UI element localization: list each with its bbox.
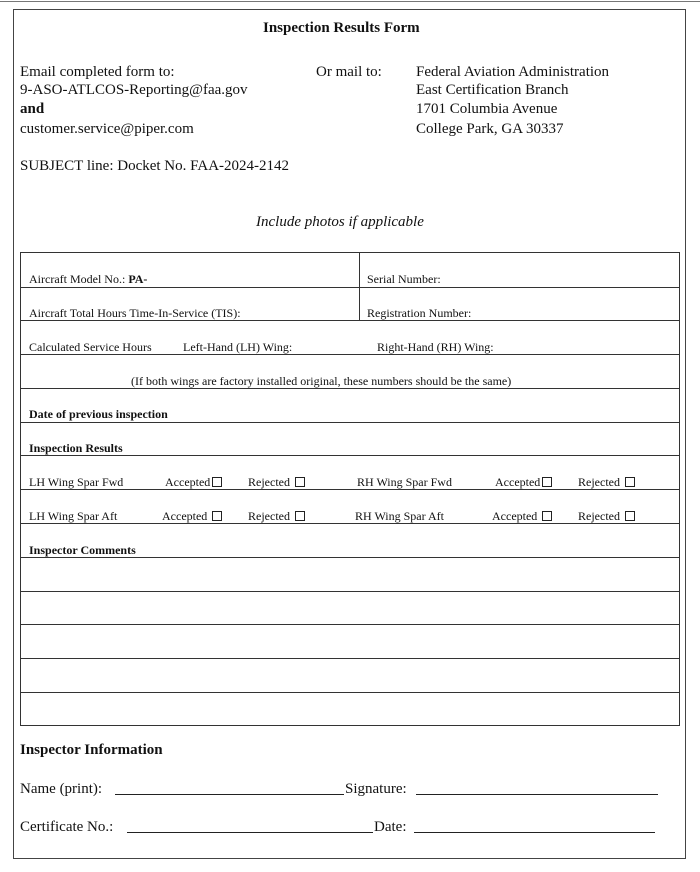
aircraft-model-field[interactable] [29, 272, 147, 287]
lh-aft-rejected-option[interactable] [248, 509, 305, 524]
mail-address-line: East Certification Branch [416, 82, 569, 98]
certificate-label: Certificate No.: [20, 819, 114, 835]
rh-fwd-rejected-option[interactable] [578, 475, 635, 490]
rejected-label: Rejected [578, 475, 620, 489]
total-hours-field[interactable]: Aircraft Total Hours Time-In-Service (TIS): [29, 306, 241, 320]
aircraft-model-value: PA- [128, 272, 148, 286]
serial-number-field[interactable]: Serial Number: [367, 272, 441, 286]
inspector-comments-area[interactable] [21, 558, 679, 725]
rh-fwd-accepted-option[interactable] [495, 475, 552, 490]
accepted-label: Accepted [162, 509, 208, 523]
email-faa-link[interactable]: 9-ASO-ATLCOS-Reporting@faa.gov [20, 82, 248, 98]
rh-wing-hours-field[interactable]: Right-Hand (RH) Wing: [377, 340, 494, 354]
and-label: and [20, 101, 45, 117]
name-label: Name (print): [20, 781, 103, 797]
rejected-label: Rejected [578, 509, 620, 523]
lh-aft-accepted-checkbox[interactable] [212, 511, 222, 521]
email-label: Email completed form to: [20, 64, 175, 80]
lh-fwd-accepted-checkbox[interactable] [212, 477, 222, 487]
aircraft-model-label: Aircraft Model No.: [29, 272, 126, 286]
wings-note: (If both wings are factory installed original, these numbers should be the same) [131, 374, 512, 388]
rh-aft-rejected-checkbox[interactable] [625, 511, 635, 521]
table-rule [20, 422, 680, 423]
inspector-comments-label: Inspector Comments [29, 543, 136, 557]
rh-spar-fwd-label: RH Wing Spar Fwd [357, 475, 452, 489]
lh-aft-rejected-checkbox[interactable] [295, 511, 305, 521]
subject-line: SUBJECT line: Docket No. FAA-2024-2142 [20, 158, 290, 174]
lh-fwd-rejected-checkbox[interactable] [295, 477, 305, 487]
signature-label: Signature: [345, 781, 407, 797]
email-piper-link[interactable]: customer.service@piper.com [20, 121, 194, 137]
inspection-results-label: Inspection Results [29, 441, 123, 455]
certificate-input-line[interactable] [127, 818, 373, 833]
accepted-label: Accepted [165, 475, 211, 489]
photos-note: Include photos if applicable [256, 214, 424, 230]
date-label: Date: [374, 819, 407, 835]
date-input-line[interactable] [414, 818, 655, 833]
rh-aft-accepted-checkbox[interactable] [542, 511, 552, 521]
mail-label: Or mail to: [316, 64, 382, 80]
mail-address-line: Federal Aviation Administration [416, 64, 610, 80]
rh-spar-aft-label: RH Wing Spar Aft [355, 509, 444, 523]
accepted-label: Accepted [495, 475, 541, 489]
previous-inspection-field[interactable]: Date of previous inspection [29, 407, 168, 421]
name-input-line[interactable] [115, 780, 344, 795]
accepted-label: Accepted [492, 509, 538, 523]
rh-aft-accepted-option[interactable] [492, 509, 552, 524]
rejected-label: Rejected [248, 509, 290, 523]
rh-aft-rejected-option[interactable] [578, 509, 635, 524]
lh-wing-hours-field[interactable]: Left-Hand (LH) Wing: [183, 340, 293, 354]
lh-aft-accepted-option[interactable] [162, 509, 222, 524]
table-rule [20, 287, 680, 288]
mail-address-line: College Park, GA 30337 [416, 121, 564, 137]
lh-fwd-rejected-option[interactable] [248, 475, 305, 490]
lh-fwd-accepted-option[interactable] [165, 475, 222, 490]
signature-input-line[interactable] [416, 780, 658, 795]
inspector-info-heading: Inspector Information [20, 742, 163, 758]
page-top-rule [0, 1, 700, 2]
rh-fwd-accepted-checkbox[interactable] [542, 477, 552, 487]
mail-address-line: 1701 Columbia Avenue [416, 101, 558, 117]
rejected-label: Rejected [248, 475, 290, 489]
form-title: Inspection Results Form [263, 20, 420, 36]
registration-number-field[interactable]: Registration Number: [367, 306, 472, 320]
lh-spar-fwd-label: LH Wing Spar Fwd [29, 475, 124, 489]
lh-spar-aft-label: LH Wing Spar Aft [29, 509, 118, 523]
table-column-divider [359, 252, 360, 321]
rh-fwd-rejected-checkbox[interactable] [625, 477, 635, 487]
calculated-hours-label: Calculated Service Hours [29, 340, 152, 354]
